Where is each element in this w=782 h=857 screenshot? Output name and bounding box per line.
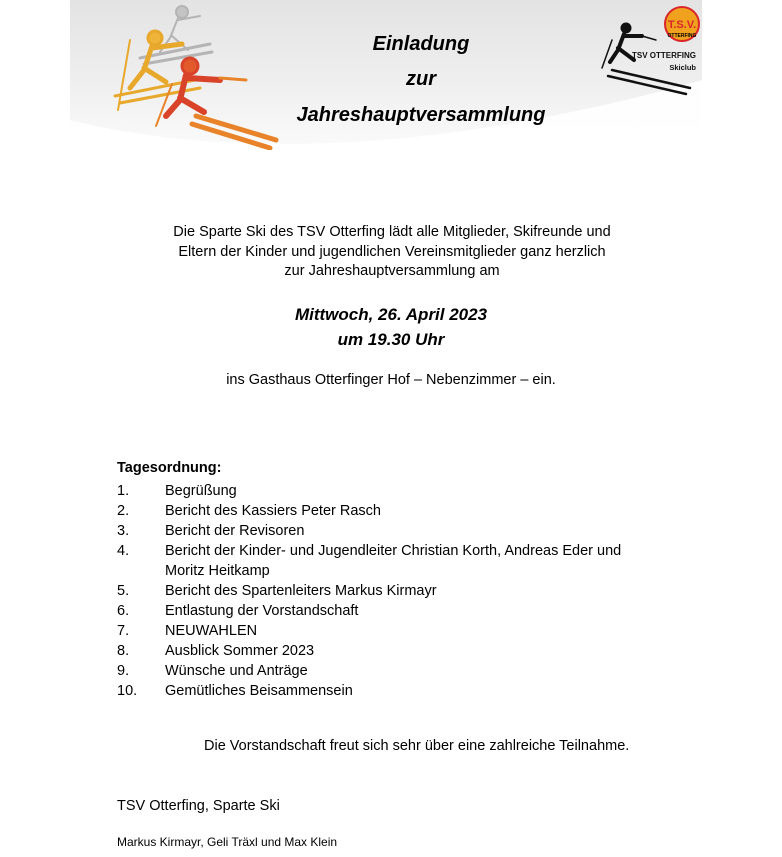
- intro-line: Eltern der Kinder und jugendlichen Vereinsmitglieder ganz herzlich: [178, 243, 606, 260]
- logo-badge-sub: OTTERFING: [667, 33, 697, 39]
- agenda-item: [117, 661, 677, 681]
- agenda-item-number: 4.: [117, 543, 130, 559]
- agenda-item-text: Bericht des Kassiers Peter Rasch: [165, 503, 381, 519]
- title-line-3: Jahreshauptversammlung: [296, 104, 546, 126]
- event-venue: ins Gasthaus Otterfinger Hof – Nebenzimmer – ein.: [226, 372, 556, 388]
- agenda-item-text: Bericht der Kinder- und Jugendleiter Christian Korth, Andreas Eder und Moritz Heitkamp: [165, 543, 622, 579]
- agenda-item-text: Entlastung der Vorstandschaft: [165, 603, 359, 619]
- signatory-names: Markus Kirmayr, Geli Träxl und Max Klein: [117, 835, 338, 849]
- agenda-item-text: Wünsche und Anträge: [165, 663, 308, 679]
- agenda-title: Tagesordnung:: [117, 460, 222, 476]
- title-line-2: zur: [406, 68, 436, 90]
- agenda-item: [117, 601, 677, 621]
- agenda-item: [117, 681, 677, 701]
- agenda-item-text: Bericht der Revisoren: [165, 523, 305, 539]
- agenda-list: [117, 481, 677, 701]
- closing-sentence: Die Vorstandschaft freut sich sehr über eine zahlreiche Teilnahme.: [204, 738, 630, 754]
- agenda-item-number: 3.: [117, 523, 130, 539]
- intro-line: zur Jahreshauptversammlung am: [284, 263, 500, 279]
- logo-section: Skiclub: [669, 63, 696, 72]
- agenda-item-text: Begrüßung: [165, 483, 237, 499]
- agenda-item-number: 10.: [117, 683, 138, 699]
- title-line-1: Einladung: [372, 33, 470, 55]
- event-datetime: [0, 302, 782, 352]
- intro-line: Die Sparte Ski des TSV Otterfing lädt alle Mitglieder, Skifreunde und: [173, 224, 611, 240]
- agenda-item-text: NEUWAHLEN: [165, 623, 258, 639]
- event-date: Mittwoch, 26. April 2023: [294, 305, 488, 324]
- agenda-item-number: 8.: [117, 643, 130, 659]
- agenda-item: [117, 501, 677, 521]
- intro-paragraph: [150, 223, 634, 282]
- agenda-item-number: 7.: [117, 623, 130, 639]
- signature-line: TSV Otterfing, Sparte Ski: [117, 798, 280, 814]
- event-time: um 19.30 Uhr: [337, 330, 445, 349]
- agenda-item: [117, 641, 677, 661]
- agenda-item: [117, 621, 677, 641]
- agenda-item: [117, 521, 677, 541]
- agenda-item: [117, 541, 677, 581]
- agenda-item-number: 2.: [117, 503, 130, 519]
- agenda-item-text: Ausblick Sommer 2023: [165, 643, 315, 659]
- agenda-item: [117, 481, 677, 501]
- agenda-item-number: 6.: [117, 603, 130, 619]
- agenda-item-number: 1.: [117, 483, 130, 499]
- agenda-item-text: Bericht des Spartenleiters Markus Kirmayr: [165, 583, 437, 599]
- agenda-item-number: 5.: [117, 583, 130, 599]
- logo-club-name: TSV OTTERFING: [632, 51, 696, 60]
- logo-badge-text: T.S.V.: [667, 19, 697, 31]
- agenda-item-text: Gemütliches Beisammensein: [165, 683, 353, 699]
- agenda-item: [117, 581, 677, 601]
- agenda-item-number: 9.: [117, 663, 130, 679]
